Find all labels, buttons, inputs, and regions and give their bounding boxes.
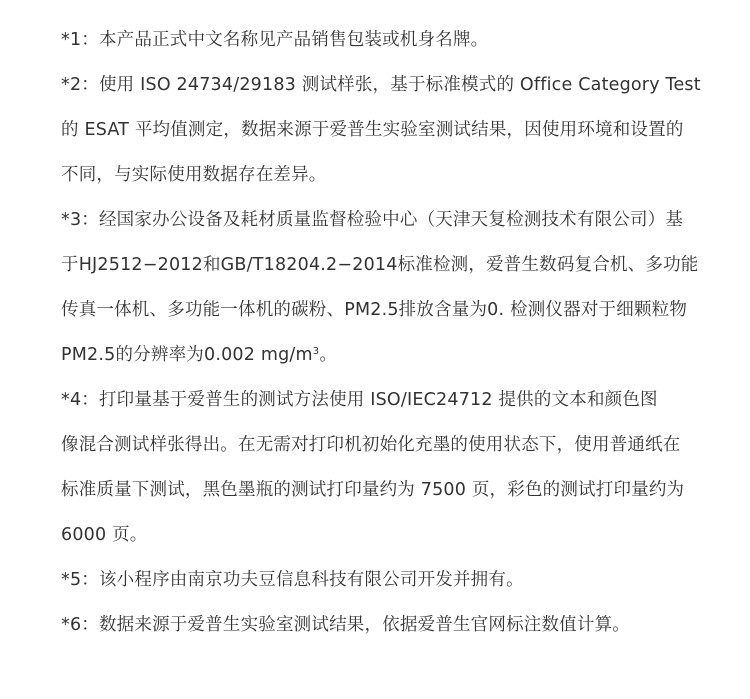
footnote-line: *1：本产品正式中文名称见产品销售包装或机身名牌。 xyxy=(61,30,489,50)
footnote-line-text: PM2.5的分辨率为0.002 mg/m xyxy=(61,345,313,365)
footnote-line: *5：该小程序由南京功夫豆信息科技有限公司开发并拥有。 xyxy=(61,570,524,590)
footnote-line: 像混合测试样张得出。在无需对打印机初始化充墨的使用状态下，使用普通纸在 xyxy=(61,435,681,455)
footnote-line: *6：数据来源于爱普生实验室测试结果，依据爱普生官网标注数值计算。 xyxy=(61,615,630,635)
footnote-line: *3：经国家办公设备及耗材质量监督检验中心（天津天复检测技术有限公司）基 xyxy=(61,210,684,230)
unit-superscript: 3 xyxy=(312,346,320,357)
footnote-3 xyxy=(61,198,701,378)
footnote-5 xyxy=(61,558,701,603)
footnote-line: *2：使用 ISO 24734/29183 测试样张，基于标准模式的 Office Category Test xyxy=(61,75,701,95)
footnote-6 xyxy=(61,603,701,648)
footnote-2 xyxy=(61,63,701,198)
footnote-line: 不同，与实际使用数据存在差异。 xyxy=(61,165,327,185)
footnote-line: 于HJ2512−2012和GB/T18204.2−2014标准检测，爱普生数码复合机、多功能 xyxy=(61,255,699,275)
footnote-line: 的 ESAT 平均值测定，数据来源于爱普生实验室测试结果，因使用环境和设置的 xyxy=(61,120,684,140)
footnote-line: 标准质量下测试，黑色墨瓶的测试打印量约为 7500 页，彩色的测试打印量约为 xyxy=(61,480,685,500)
footnote-line-suffix: 。 xyxy=(319,345,338,365)
footnote-line: 传真一体机、多功能一体机的碳粉、PM2.5排放含量为0. 检测仪器对于细颗粒物 xyxy=(61,300,688,320)
footnote-line-with-unit xyxy=(61,333,701,378)
footnote-line: *4：打印量基于爱普生的测试方法使用 ISO/IEC24712 提供的文本和颜色图 xyxy=(61,390,658,410)
footnote-line: 6000 页。 xyxy=(61,525,148,545)
footnote-1 xyxy=(61,18,701,63)
footnote-4 xyxy=(61,378,701,558)
